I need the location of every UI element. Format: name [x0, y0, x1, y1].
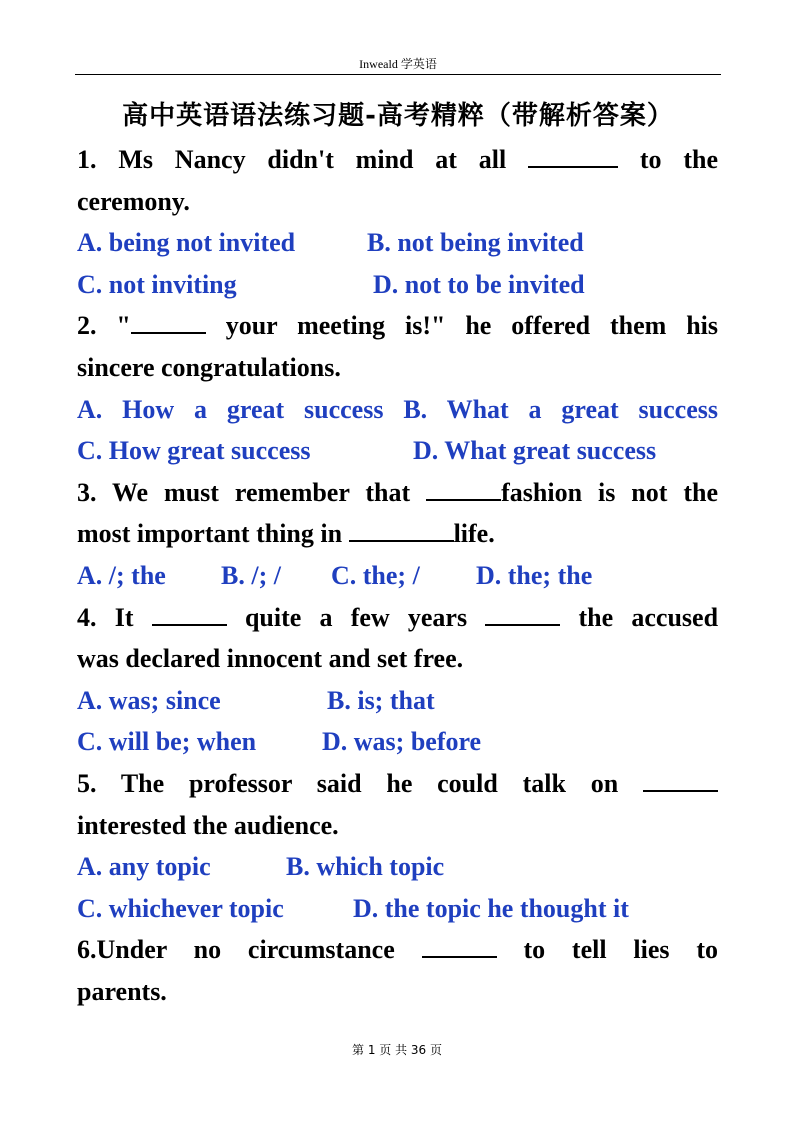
option-c: C. How great success [77, 436, 311, 466]
question-4-options-row-1 [77, 680, 718, 722]
question-2-stem-line-1 [77, 305, 718, 347]
question-2-text: your meeting is!" he offered them his [225, 311, 719, 341]
question-4-options-row-2 [77, 721, 718, 763]
question-4-stem-line-1 [77, 597, 718, 639]
option-a: A. being not invited [77, 228, 296, 258]
option-b: B. not being invited [367, 228, 584, 258]
option-b: B. which topic [286, 852, 445, 882]
option-c: C. not inviting [77, 269, 237, 299]
question-1-stem-line-2 [77, 181, 718, 223]
answer-blank [643, 766, 718, 792]
option-b: B. What a great success [403, 394, 718, 424]
question-4-text: the accused [578, 602, 719, 632]
option-a: A. any topic [77, 852, 211, 882]
question-2-options-row-2 [77, 430, 718, 472]
question-1-options-row-1 [77, 222, 718, 264]
answer-blank [422, 932, 497, 958]
question-3-text: 3. We must remember that [77, 477, 411, 507]
question-5-text: interested the audience. [77, 810, 339, 840]
question-6-stem-line-2 [77, 971, 718, 1013]
question-3-text: most important thing in [77, 519, 343, 549]
option-d: D. What great success [413, 436, 657, 466]
option-a: A. was; since [77, 685, 221, 715]
question-2-options-row-1 [77, 389, 718, 431]
question-1-text: to the [639, 145, 719, 174]
option-b: B. is; that [327, 685, 435, 715]
question-6-text: parents. [77, 976, 167, 1006]
answer-blank [426, 475, 501, 501]
answer-blank [485, 600, 560, 626]
question-4-text: was declared innocent and set free. [77, 644, 464, 674]
question-2-text: 2. " [77, 311, 206, 340]
option-c: C. will be; when [77, 727, 257, 757]
option-a: A. How a great success [77, 394, 384, 424]
answer-blank [131, 308, 206, 334]
answer-blank [349, 516, 454, 542]
question-4-stem-line-2 [77, 638, 718, 680]
question-3-text: fashion is not the [426, 478, 718, 507]
page-title: 高中英语语法练习题-高考精粹（带解析答案） [122, 101, 674, 131]
option-c: C. whichever topic [77, 893, 284, 923]
question-6-text: to tell lies to [523, 935, 719, 965]
page-footer: 第 1 页 共 36 页 [352, 1043, 442, 1057]
question-2-stem-line-2 [77, 347, 718, 389]
page-header: Inweald 学英语 [75, 56, 721, 75]
question-3-stem-line-2 [77, 513, 718, 555]
question-4-text: quite a few years [244, 602, 468, 632]
question-5-stem-line-2 [77, 805, 718, 847]
question-6-text: 6.Under no circumstance [77, 935, 395, 965]
option-a: A. /; the [77, 560, 166, 590]
question-5-options-row-2 [77, 888, 718, 930]
question-6-stem-line-1 [77, 929, 718, 971]
question-4-text: 4. It [77, 602, 134, 632]
option-c: C. the; / [331, 560, 420, 590]
question-list [77, 139, 718, 1012]
option-d: D. not to be invited [373, 269, 585, 299]
question-3-text: life. [453, 519, 495, 549]
question-5-text: 5. The professor said he could talk on [77, 768, 619, 798]
answer-blank [152, 600, 227, 626]
question-1-text: ceremony. [77, 186, 190, 216]
option-d: D. was; before [322, 727, 482, 757]
answer-blank [528, 142, 618, 168]
question-5-stem-line-1 [77, 763, 718, 805]
option-b: B. /; / [221, 560, 281, 590]
question-3-stem-line-1 [77, 472, 718, 514]
question-1-options-row-2 [77, 264, 718, 306]
question-3-options-row [77, 555, 718, 597]
question-5-options-row-1 [77, 846, 718, 888]
option-d: D. the topic he thought it [353, 893, 629, 923]
question-1-stem-line-1 [77, 139, 718, 181]
option-d: D. the; the [476, 560, 593, 590]
question-2-text: sincere congratulations. [77, 352, 341, 382]
question-1-text: 1. Ms Nancy didn't mind at all [77, 145, 507, 174]
